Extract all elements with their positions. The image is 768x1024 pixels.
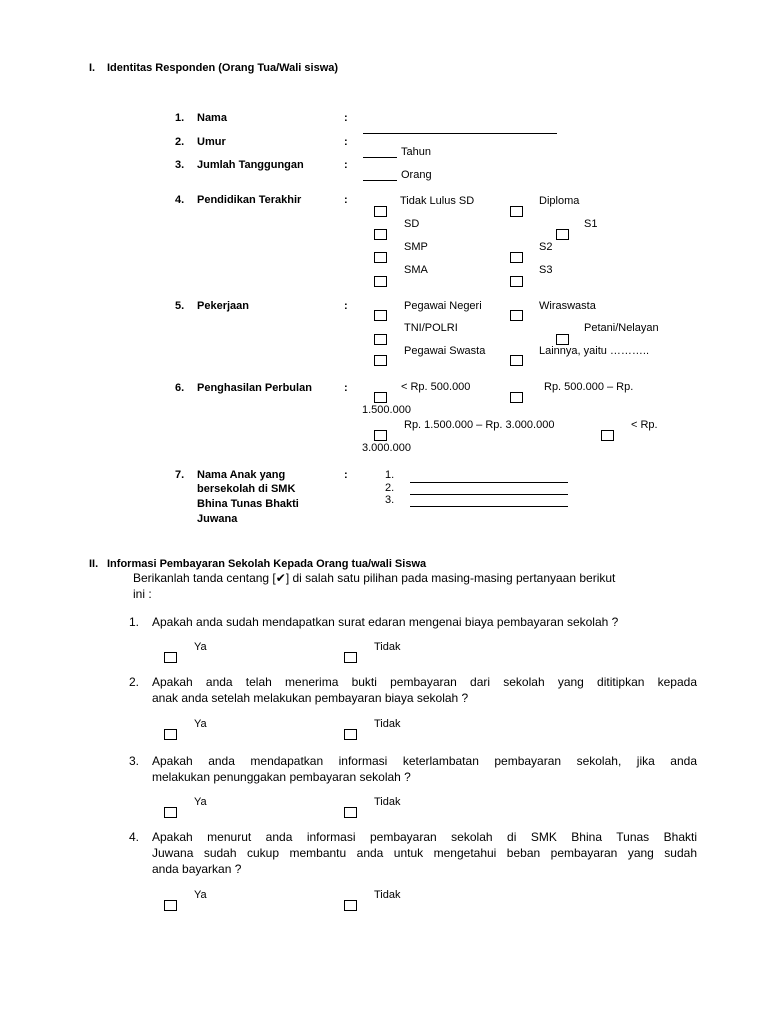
q3-no-checkbox[interactable] [344,807,357,818]
nama-field[interactable] [363,133,557,134]
item-4-label: Pendidikan Terakhir [197,194,302,206]
option-diploma: Diploma [539,195,580,207]
question-4-number: 4. [129,830,140,844]
item-7-label-line3: Bhina Tunas Bhakti [197,498,299,510]
question-2-text: Apakah anda telah menerima bukti pembayaran dari sekolah yang dititipkan kepada anak anda setelah melakukan pembayaran biaya sekolah ? [152,675,697,705]
q4-yes-label: Ya [194,889,207,901]
checkbox-pegawai-negeri[interactable] [374,310,387,321]
item-6-colon: : [344,382,348,394]
q2-no-label: Tidak [374,718,401,730]
option-income-3: Rp. 1.500.000 – Rp. 3.000.000 [404,419,555,431]
question-2-number: 2. [129,675,140,689]
checkbox-tidak-lulus-sd[interactable] [374,206,387,217]
section-2-title: Informasi Pembayaran Sekolah Kepada Orang tua/wali Siswa [107,558,427,570]
child-1-field[interactable] [410,482,568,483]
checkbox-sma[interactable] [374,276,387,287]
checkbox-diploma[interactable] [510,206,523,217]
question-1-number: 1. [129,615,140,629]
q4-no-checkbox[interactable] [344,900,357,911]
option-smp: SMP [404,241,428,253]
q3-yes-label: Ya [194,796,207,808]
q3-yes-checkbox[interactable] [164,807,177,818]
option-income-2-line2: 1.500.000 [362,404,411,416]
item-5-colon: : [344,300,348,312]
item-2-label: Umur [197,136,226,148]
item-4-colon: : [344,194,348,206]
option-wiraswasta: Wiraswasta [539,300,596,312]
q2-yes-label: Ya [194,718,207,730]
checkbox-s1[interactable] [556,229,569,240]
tanggungan-field[interactable] [363,180,397,181]
item-7-colon: : [344,469,348,481]
q1-yes-checkbox[interactable] [164,652,177,663]
item-7-number: 7. [175,469,185,481]
umur-unit: Tahun [401,146,431,158]
item-3-label: Jumlah Tanggungan [197,159,304,171]
option-s2: S2 [539,241,553,253]
option-s1: S1 [584,218,598,230]
question-1-text: Apakah anda sudah mendapatkan surat edaran mengenai biaya pembayaran sekolah ? [152,615,619,629]
checkbox-wiraswasta[interactable] [510,310,523,321]
option-tni-polri: TNI/POLRI [404,322,458,334]
checkbox-petani-nelayan[interactable] [556,334,569,345]
child-1-number: 1. [385,469,395,481]
checkbox-sd[interactable] [374,229,387,240]
option-pegawai-swasta: Pegawai Swasta [404,345,486,357]
checkbox-income-4[interactable] [601,430,614,441]
option-income-4-line1: < Rp. [631,419,658,431]
q1-no-label: Tidak [374,641,401,653]
q4-no-label: Tidak [374,889,401,901]
umur-field[interactable] [363,157,397,158]
section-1-title: Identitas Responden (Orang Tua/Wali siswa) [107,62,339,74]
tanggungan-unit: Orang [401,169,432,181]
option-income-2-line1: Rp. 500.000 – Rp. [544,381,634,393]
child-2-number: 2. [385,482,395,494]
option-sma: SMA [404,264,428,276]
section-1-number: I. [89,62,96,74]
checkbox-s2[interactable] [510,252,523,263]
item-3-number: 3. [175,159,185,171]
option-petani-nelayan: Petani/Nelayan [584,322,659,334]
instruction-line1: Berikanlah tanda centang [✔] di salah satu pilihan pada masing-masing pertanyaan berikut [133,571,616,585]
item-1-label: Nama [197,112,227,124]
q4-yes-checkbox[interactable] [164,900,177,911]
item-1-number: 1. [175,112,185,124]
option-pegawai-negeri: Pegawai Negeri [404,300,482,312]
option-sd: SD [404,218,420,230]
checkbox-s3[interactable] [510,276,523,287]
checkbox-income-1[interactable] [374,392,387,403]
q1-no-checkbox[interactable] [344,652,357,663]
checkbox-income-2[interactable] [510,392,523,403]
child-3-field[interactable] [410,506,568,507]
checkbox-smp[interactable] [374,252,387,263]
item-2-colon: : [344,136,348,148]
question-3-text: Apakah anda mendapatkan informasi keterlambatan pembayaran sekolah, jika anda melakukan penunggakan pembayaran sekolah ? [152,754,697,784]
instruction-line2: ini : [133,587,152,601]
item-3-colon: : [344,159,348,171]
checkbox-tni-polri[interactable] [374,334,387,345]
q1-yes-label: Ya [194,641,207,653]
item-6-label: Penghasilan Perbulan [197,382,312,394]
checkbox-pegawai-swasta[interactable] [374,355,387,366]
item-7-label-line2: bersekolah di SMK [197,483,296,495]
item-5-number: 5. [175,300,185,312]
question-4-text: Apakah menurut anda informasi pembayaran sekolah di SMK Bhina Tunas Bhakti Juwana sudah cukup membantu anda untuk mengetahui beban pembayaran yang sudah anda bayarkan ? [152,830,697,876]
item-7-label-line4: Juwana [197,513,238,525]
checkbox-income-3[interactable] [374,430,387,441]
item-7-label-line1: Nama Anak yang [197,469,286,481]
child-3-number: 3. [385,494,395,506]
child-2-field[interactable] [410,494,568,495]
checkbox-lainnya[interactable] [510,355,523,366]
option-lainnya: Lainnya, yaitu ……….. [539,345,650,357]
option-s3: S3 [539,264,553,276]
item-1-colon: : [344,112,348,124]
item-5-label: Pekerjaan [197,300,249,312]
option-income-4-line2: 3.000.000 [362,442,411,454]
q2-no-checkbox[interactable] [344,729,357,740]
item-6-number: 6. [175,382,185,394]
question-3-number: 3. [129,754,140,768]
option-tidak-lulus-sd: Tidak Lulus SD [400,195,475,207]
q2-yes-checkbox[interactable] [164,729,177,740]
item-4-number: 4. [175,194,185,206]
section-2-number: II. [89,558,99,570]
q3-no-label: Tidak [374,796,401,808]
check-mark-icon: ✔ [275,571,286,585]
item-2-number: 2. [175,136,185,148]
option-income-1: < Rp. 500.000 [401,381,471,393]
